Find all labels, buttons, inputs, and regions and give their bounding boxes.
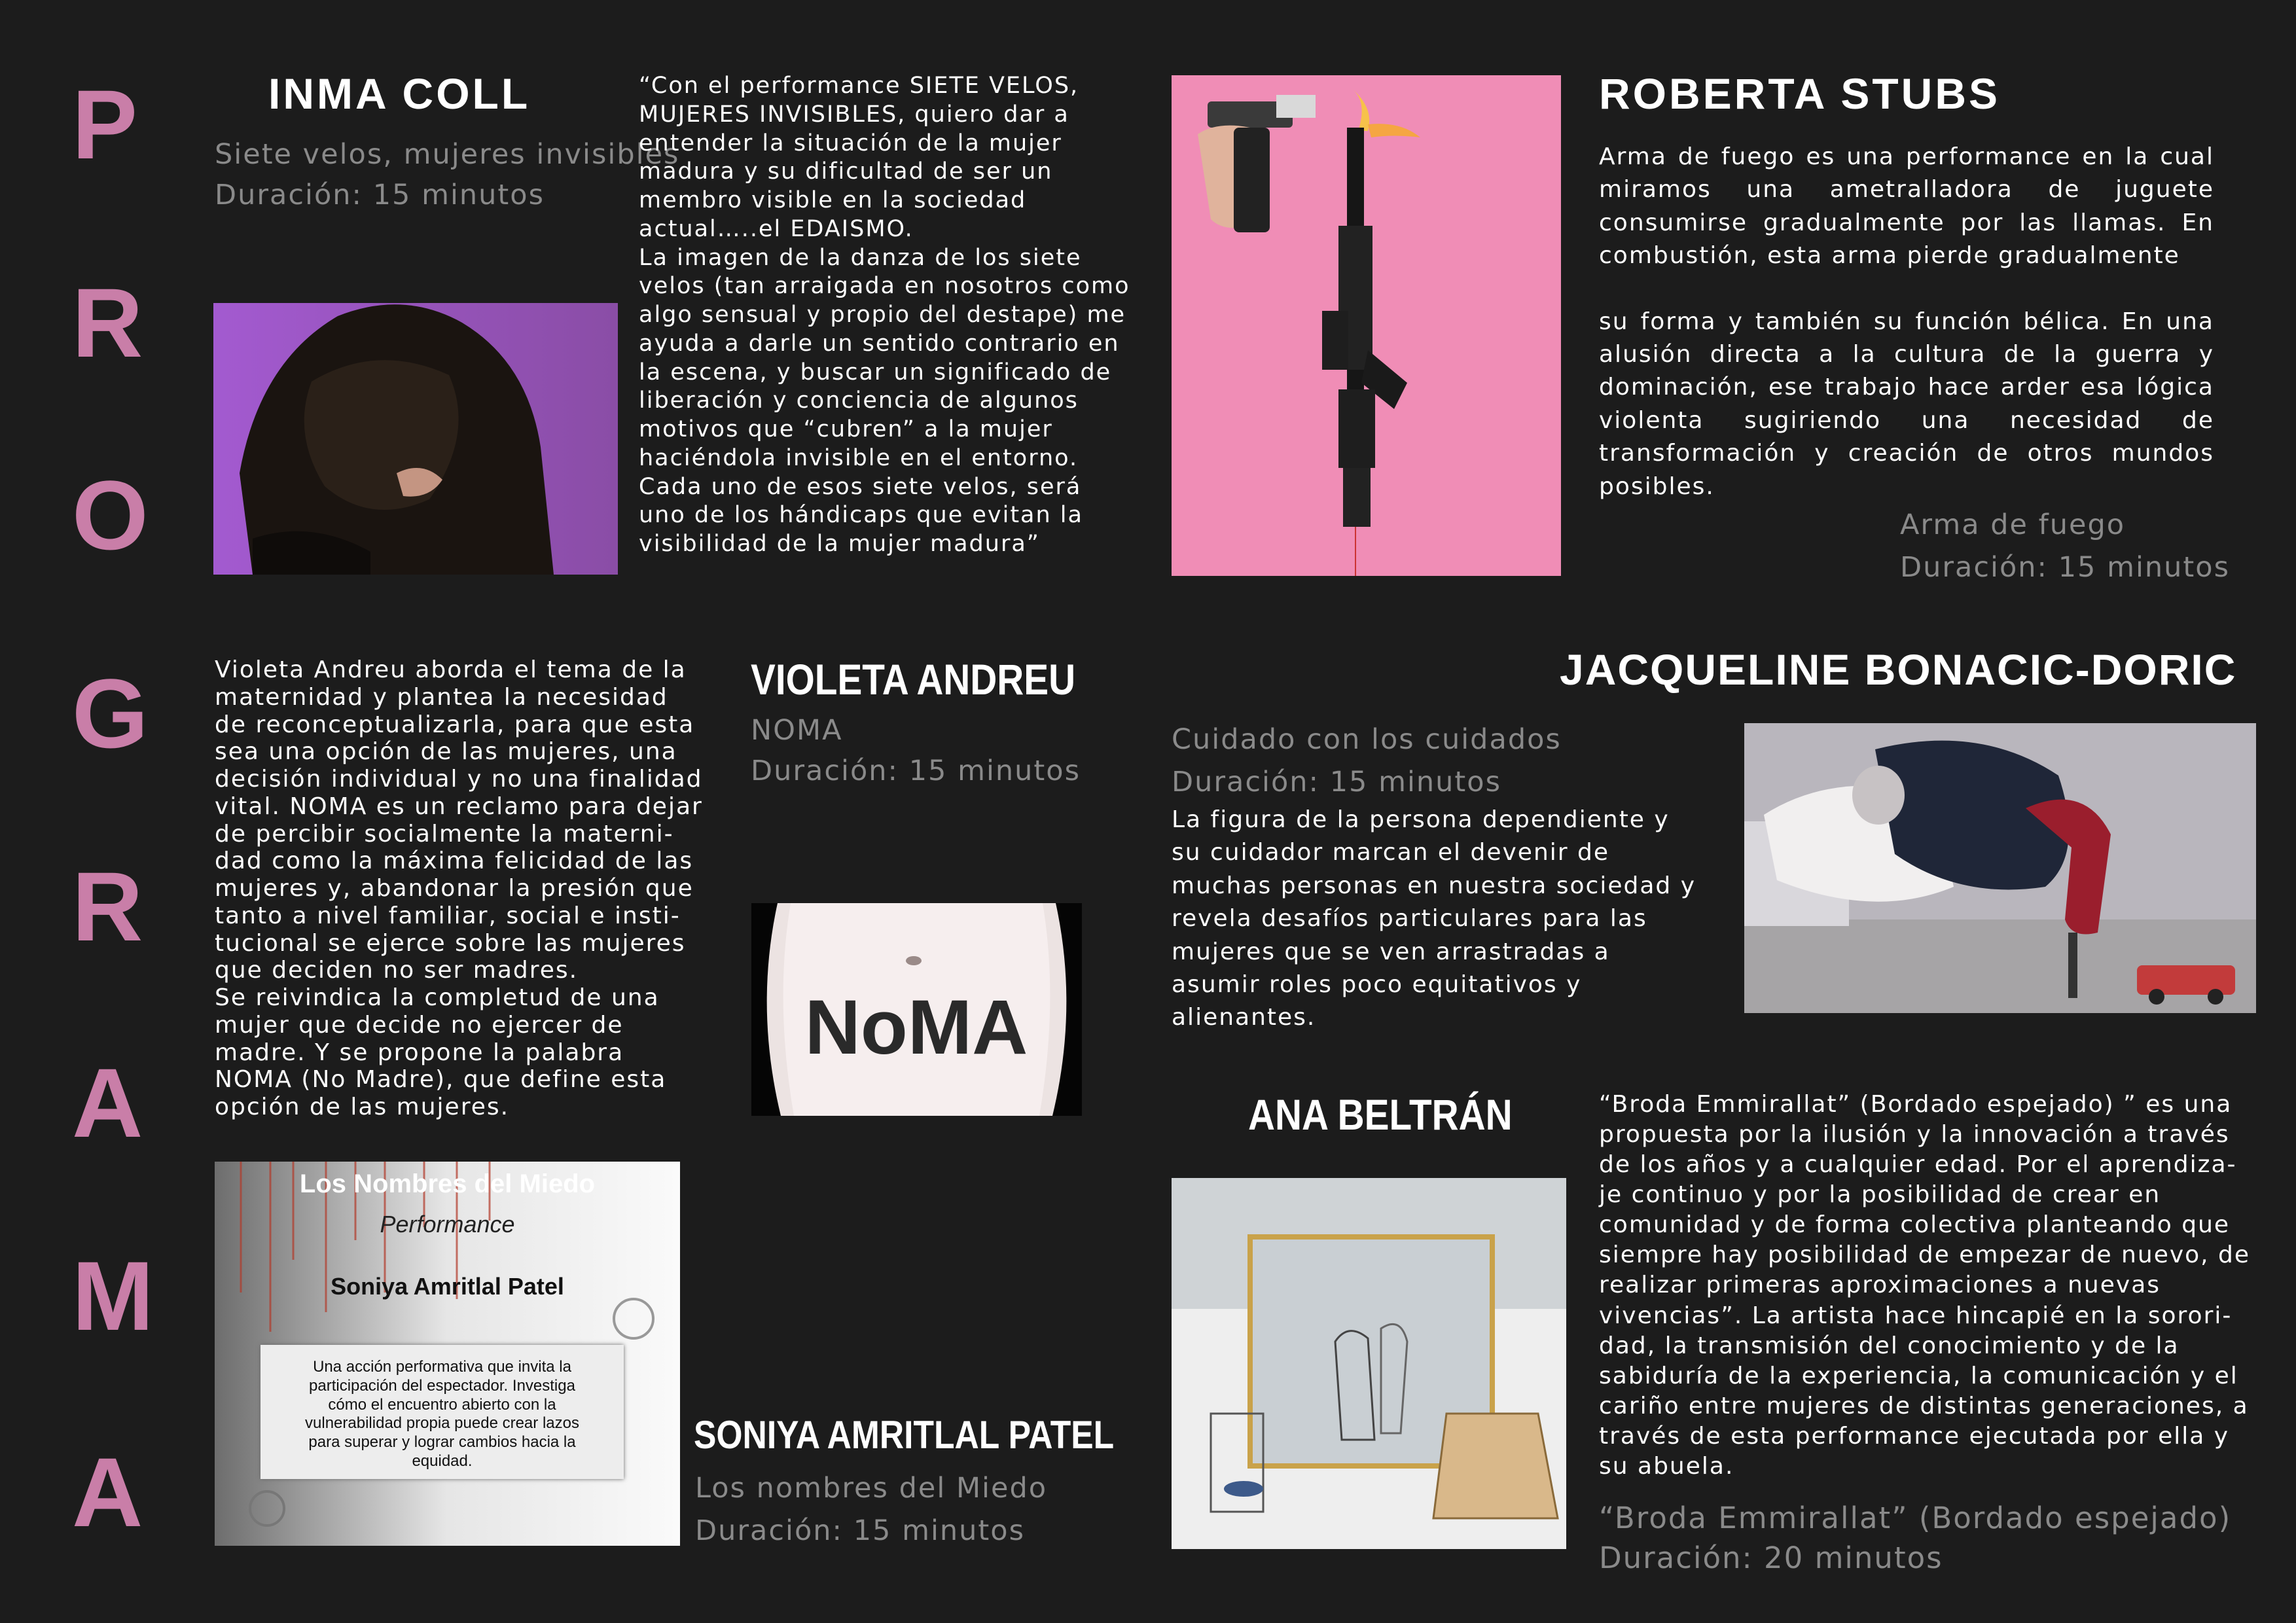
soniya-name: SONIYA AMRITLAL PATEL xyxy=(694,1413,1115,1457)
jacqueline-meta xyxy=(1172,719,1562,803)
noma-word: NoMA xyxy=(804,984,1028,1071)
programa-letter-a2: A xyxy=(72,1437,143,1547)
violeta-andreu-duration: Duración: 15 minutos xyxy=(751,755,1081,788)
jacqueline-text: La figura de la persona dependiente y su cuidador marcan el devenir de muchas personas en nuestra sociedad y revela desafíos particulares para las mujeres que se ven arrastradas a asumir roles poco equitativos y alienantes. xyxy=(1172,806,1696,1031)
roberta-stubs-duration: Duración: 15 minutos xyxy=(1900,550,2230,584)
ana-beltran-photo xyxy=(1172,1178,1566,1549)
jacqueline-work: Cuidado con los cuidados xyxy=(1172,723,1562,756)
violeta-andreu-name: VIOLETA ANDREU xyxy=(751,655,1076,704)
programa-letter-p: P xyxy=(72,69,138,179)
roberta-stubs-work: Arma de fuego xyxy=(1900,508,2126,541)
programa-letter-a: A xyxy=(72,1048,143,1158)
soniya-meta xyxy=(695,1467,1047,1552)
inma-quote-p2: La imagen de la danza de los siete velos (tan arraigada en nosotros como algo sensual y propio del destape) me ayuda a darle un sentido contrario en la escena, y buscar un significado de liberación y conciencia de algunos motivos que “cubren” a la mujer haciéndola invisible en el entorno. xyxy=(639,244,1130,471)
roberta-stubs-photo xyxy=(1172,75,1561,576)
ana-beltran-meta xyxy=(1599,1499,2231,1578)
ana-beltran-text: “Broda Emmirallat” (Bordado espejado) ” es una propuesta por la ilusión y la innovación a través de los años y a cualquier edad. Por el aprendiza-je continuo y por la posibilidad de crear en comunidad y de forma colectiva planteando que siempre hay posibilidad de empezar de nuevo, de realizar primeras aproximaciones a nuevas vivencias”. La artista hace hincapié en la sorori-dad, la transmisión del conocimiento y de la sabiduría de la experiencia, la comunicación y el cariño entre mujeres de distintas generaciones, a través de esta performance ejecutada por ella y su abuela. xyxy=(1599,1091,2251,1480)
soniya-poster-title: Los Nombres del Miedo xyxy=(299,1169,596,1198)
inma-coll-quote xyxy=(639,72,1134,559)
jacqueline-photo xyxy=(1744,723,2256,1013)
soniya-poster-artist: Soniya Amritlal Patel xyxy=(331,1273,564,1300)
soniya-duration: Duración: 15 minutos xyxy=(695,1514,1025,1547)
soniya-poster xyxy=(215,1162,680,1546)
violeta-andreu-work: NOMA xyxy=(751,714,843,747)
roberta-text-p2: su forma y también su función bélica. En una alusión directa a la cultura de la guerra y dominación, ese trabajo hace arder esa lógica violenta sugiriendo una necesidad de transformación y creación de otros mundos posibles. xyxy=(1599,308,2214,500)
inma-coll-work: Siete velos, mujeres invisibles xyxy=(215,138,680,171)
soniya-work: Los nombres del Miedo xyxy=(695,1472,1048,1505)
inma-coll-name: INMA COLL xyxy=(268,69,531,118)
violeta-text-p1: Violeta Andreu aborda el tema de la maternidad y plantea la necesidad de reconceptualizarla, para que esta sea una opción de las mujeres, una decisión individual y no una finalidad vital. NOMA es un reclamo para dejar de percibir socialmente la materni-dad como la máxima felicidad de las mujeres y, abandonar la presión que tanto a nivel familiar, social e insti-tucional se ejerce sobre las mujeres que deciden no ser madres. xyxy=(215,656,703,984)
violeta-andreu-text xyxy=(215,656,706,1121)
programa-letter-r: R xyxy=(72,268,143,378)
inma-coll-meta xyxy=(215,134,679,216)
roberta-stubs-meta xyxy=(1900,504,2230,588)
jacqueline-duration: Duración: 15 minutos xyxy=(1172,765,1501,798)
programa-letter-o: O xyxy=(72,460,149,570)
ana-beltran-work: “Broda Emmirallat” (Bordado espejado) xyxy=(1599,1501,2232,1535)
programa-letter-r2: R xyxy=(72,851,143,961)
violeta-andreu-meta xyxy=(751,710,1081,792)
inma-coll-duration: Duración: 15 minutos xyxy=(215,179,545,212)
roberta-stubs-name: ROBERTA STUBS xyxy=(1599,69,2000,118)
jacqueline-name: JACQUELINE BONACIC-DORIC xyxy=(1560,645,2237,694)
violeta-text-p2: Se reivindica la completud de una mujer que decide no ejercer de madre. Y se propone la palabra NOMA (No Madre), que define esta opción de las mujeres. xyxy=(215,984,667,1120)
programa-letter-g: G xyxy=(72,658,149,768)
inma-quote-p3: Cada uno de esos siete velos, será uno de los hándicaps que evitan la visibilidad de la mujer madura” xyxy=(639,473,1083,557)
ana-beltran-name: ANA BELTRÁN xyxy=(1248,1090,1513,1139)
roberta-text-p1: Arma de fuego es una performance en la cual miramos una ametralladora de juguete consumirse gradualmente por las llamas. En combustión, esta arma pierde gradualmente xyxy=(1599,143,2214,270)
inma-quote-p1: “Con el performance SIETE VELOS, MUJERES INVISIBLES, quiero dar a entender la situación de la mujer madura y su dificultad de ser un membro visible en la sociedad actual…..el EDAISMO. xyxy=(639,73,1079,242)
inma-coll-photo xyxy=(213,303,618,575)
roberta-stubs-text xyxy=(1599,141,2214,503)
soniya-poster-note: Una acción performativa que invita la participación del espectador. Investiga cómo el encuentro abierto con la vulnerabilidad propia puede crear lazos para superar y lograr cambios hacia la equidad. xyxy=(260,1345,624,1479)
soniya-poster-subtitle: Performance xyxy=(380,1211,515,1238)
ana-beltran-duration: Duración: 20 minutos xyxy=(1599,1540,1943,1575)
violeta-andreu-photo xyxy=(751,903,1082,1116)
programa-letter-m: M xyxy=(72,1241,154,1351)
